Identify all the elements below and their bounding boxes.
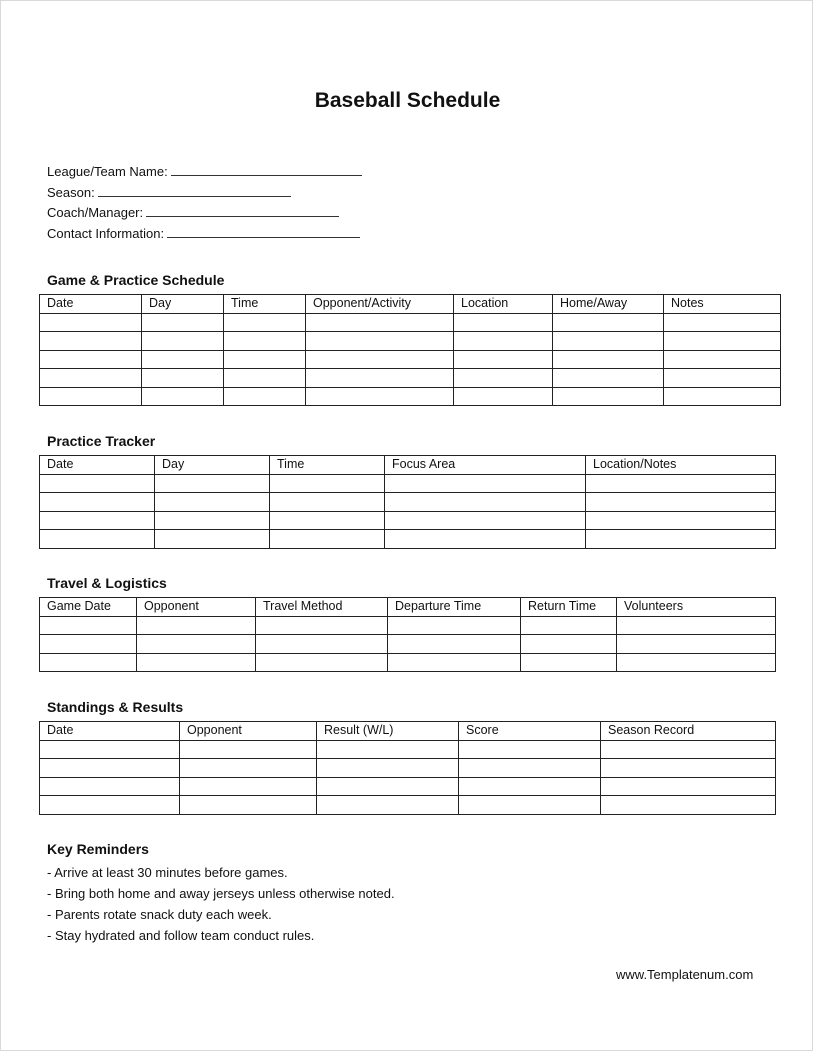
table-cell[interactable] [224, 313, 306, 332]
table-cell[interactable] [385, 530, 586, 549]
contact-label: Contact Information: [47, 225, 165, 241]
column-header: Day [155, 456, 270, 475]
table-cell[interactable] [553, 369, 664, 388]
column-header: Time [270, 456, 385, 475]
table-cell[interactable] [664, 350, 781, 369]
column-header: Result (W/L) [317, 722, 459, 741]
reminder-item: - Arrive at least 30 minutes before games. [47, 865, 288, 880]
table-cell[interactable] [40, 759, 180, 778]
column-header: Location/Notes [586, 456, 776, 475]
season-field[interactable] [98, 184, 291, 197]
table-cell[interactable] [385, 474, 586, 493]
website-footer: www.Templatenum.com [616, 967, 754, 982]
table-cell[interactable] [459, 777, 601, 796]
info-row-season [47, 183, 362, 204]
table-cell[interactable] [40, 369, 142, 388]
table-row [40, 511, 776, 530]
table-cell[interactable] [40, 511, 155, 530]
table-cell[interactable] [256, 653, 388, 672]
table-cell[interactable] [40, 796, 180, 815]
table-row [40, 796, 776, 815]
table-cell[interactable] [306, 313, 454, 332]
column-header: Opponent [180, 722, 317, 741]
table-cell[interactable] [388, 635, 521, 654]
coach-label: Coach/Manager: [47, 205, 144, 220]
table-cell[interactable] [40, 387, 142, 406]
table-cell[interactable] [601, 740, 776, 759]
travel-logistics-title: Travel & Logistics [47, 575, 167, 591]
table-cell[interactable] [270, 493, 385, 512]
table-row [40, 740, 776, 759]
table-cell[interactable] [454, 332, 553, 351]
column-header: Opponent/Activity [306, 295, 454, 314]
table-cell[interactable] [40, 740, 180, 759]
table-cell[interactable] [137, 635, 256, 654]
table-cell[interactable] [40, 332, 142, 351]
table-cell[interactable] [40, 474, 155, 493]
table-row [40, 616, 776, 635]
team-info-block [47, 162, 362, 244]
column-header: Focus Area [385, 456, 586, 475]
table-cell[interactable] [586, 493, 776, 512]
column-header: Notes [664, 295, 781, 314]
table-cell[interactable] [142, 332, 224, 351]
table-cell[interactable] [317, 777, 459, 796]
table-cell[interactable] [521, 653, 617, 672]
info-row-contact [47, 224, 362, 245]
reminder-item: - Parents rotate snack duty each week. [47, 907, 272, 922]
info-row-coach [47, 203, 362, 224]
table-row [40, 777, 776, 796]
column-header: Date [40, 456, 155, 475]
table-cell[interactable] [586, 474, 776, 493]
coach-field[interactable] [146, 204, 339, 217]
standings-results-title: Standings & Results [47, 699, 184, 715]
column-header: Date [40, 722, 180, 741]
table-cell[interactable] [388, 653, 521, 672]
game-practice-table [39, 294, 781, 406]
table-cell[interactable] [317, 796, 459, 815]
table-cell[interactable] [256, 616, 388, 635]
table-cell[interactable] [553, 350, 664, 369]
table-cell[interactable] [224, 369, 306, 388]
table-cell[interactable] [270, 530, 385, 549]
table-cell[interactable] [664, 332, 781, 351]
table-cell[interactable] [40, 350, 142, 369]
table-cell[interactable] [180, 740, 317, 759]
table-cell[interactable] [40, 313, 142, 332]
column-header: Game Date [40, 598, 137, 617]
table-cell[interactable] [317, 759, 459, 778]
table-cell[interactable] [553, 332, 664, 351]
table-cell[interactable] [385, 511, 586, 530]
table-cell[interactable] [306, 350, 454, 369]
table-cell[interactable] [385, 493, 586, 512]
table-cell[interactable] [155, 530, 270, 549]
table-cell[interactable] [137, 616, 256, 635]
table-cell[interactable] [224, 387, 306, 406]
reminders-list [47, 862, 395, 946]
table-cell[interactable] [617, 616, 776, 635]
table-row [40, 387, 781, 406]
column-header: Location [454, 295, 553, 314]
table-cell[interactable] [142, 369, 224, 388]
column-header: Date [40, 295, 142, 314]
practice-tracker-table [39, 455, 776, 549]
table-cell[interactable] [142, 313, 224, 332]
column-header: Departure Time [388, 598, 521, 617]
table-cell[interactable] [521, 635, 617, 654]
table-cell[interactable] [224, 332, 306, 351]
table-cell[interactable] [454, 350, 553, 369]
table-cell[interactable] [40, 653, 137, 672]
table-cell[interactable] [155, 511, 270, 530]
table-cell[interactable] [664, 369, 781, 388]
table-cell[interactable] [270, 474, 385, 493]
table-row [40, 332, 781, 351]
table-cell[interactable] [454, 387, 553, 406]
team-name-field[interactable] [171, 163, 362, 176]
table-cell[interactable] [40, 530, 155, 549]
table-header-row [40, 598, 776, 617]
table-cell[interactable] [306, 332, 454, 351]
column-header: Home/Away [553, 295, 664, 314]
table-cell[interactable] [306, 369, 454, 388]
table-cell[interactable] [459, 740, 601, 759]
table-row [40, 635, 776, 654]
reminder-item: - Stay hydrated and follow team conduct rules. [47, 928, 315, 943]
table-row [40, 350, 781, 369]
table-cell[interactable] [601, 759, 776, 778]
table-cell[interactable] [270, 511, 385, 530]
table-cell[interactable] [664, 387, 781, 406]
table-header-row [40, 456, 776, 475]
table-cell[interactable] [155, 474, 270, 493]
table-header-row [40, 722, 776, 741]
table-row [40, 369, 781, 388]
reminder-item: - Bring both home and away jerseys unless otherwise noted. [47, 886, 395, 901]
table-cell[interactable] [459, 759, 601, 778]
table-cell[interactable] [40, 777, 180, 796]
table-cell[interactable] [601, 777, 776, 796]
table-cell[interactable] [40, 616, 137, 635]
column-header: Season Record [601, 722, 776, 741]
table-row [40, 474, 776, 493]
info-row-team-name [47, 162, 362, 183]
practice-tracker-title: Practice Tracker [47, 433, 156, 449]
season-label: Season: [47, 184, 95, 200]
table-cell[interactable] [586, 511, 776, 530]
table-row [40, 759, 776, 778]
table-cell[interactable] [142, 387, 224, 406]
table-cell[interactable] [459, 796, 601, 815]
table-row [40, 493, 776, 512]
column-header: Time [224, 295, 306, 314]
team-name-label: League/Team Name: [47, 164, 168, 179]
table-cell[interactable] [137, 653, 256, 672]
table-cell[interactable] [180, 759, 317, 778]
table-cell[interactable] [180, 777, 317, 796]
column-header: Travel Method [256, 598, 388, 617]
travel-logistics-table [39, 597, 776, 672]
standings-results-table [39, 721, 776, 815]
table-cell[interactable] [224, 350, 306, 369]
table-cell[interactable] [317, 740, 459, 759]
column-header: Score [459, 722, 601, 741]
table-cell[interactable] [256, 635, 388, 654]
table-cell[interactable] [664, 313, 781, 332]
table-cell[interactable] [454, 369, 553, 388]
table-cell[interactable] [40, 493, 155, 512]
table-cell[interactable] [601, 796, 776, 815]
table-cell[interactable] [553, 387, 664, 406]
table-cell[interactable] [142, 350, 224, 369]
table-row [40, 530, 776, 549]
contact-field[interactable] [167, 225, 360, 238]
column-header: Volunteers [617, 598, 776, 617]
table-cell[interactable] [454, 313, 553, 332]
game-practice-title: Game & Practice Schedule [47, 272, 225, 288]
table-cell[interactable] [617, 635, 776, 654]
table-cell[interactable] [521, 616, 617, 635]
table-cell[interactable] [388, 616, 521, 635]
column-header: Return Time [521, 598, 617, 617]
table-row [40, 653, 776, 672]
key-reminders-title: Key Reminders [47, 841, 149, 857]
table-header-row [40, 295, 781, 314]
table-cell[interactable] [40, 635, 137, 654]
column-header: Opponent [137, 598, 256, 617]
page-title: Baseball Schedule [314, 89, 501, 112]
column-header: Day [142, 295, 224, 314]
table-cell[interactable] [180, 796, 317, 815]
table-cell[interactable] [617, 653, 776, 672]
table-cell[interactable] [586, 530, 776, 549]
table-row [40, 313, 781, 332]
table-cell[interactable] [155, 493, 270, 512]
table-cell[interactable] [553, 313, 664, 332]
table-cell[interactable] [306, 387, 454, 406]
